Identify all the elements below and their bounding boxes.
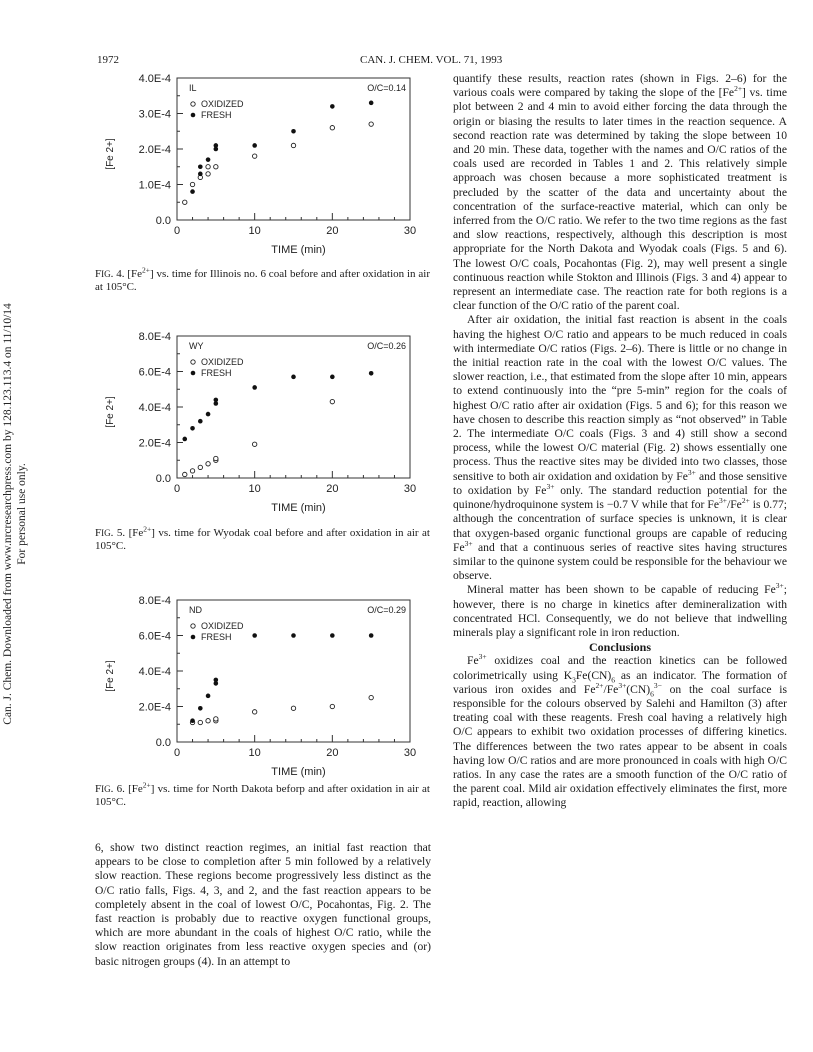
x-tick-label: 20: [326, 483, 339, 495]
oc-ratio-label: O/C=0.14: [367, 83, 406, 93]
legend-fresh-label: FRESH: [201, 632, 232, 642]
oc-ratio-label: O/C=0.29: [367, 605, 406, 615]
x-tick-label: 0: [173, 225, 181, 237]
x-tick-label: 10: [248, 483, 261, 495]
fresh-point: [206, 694, 211, 699]
left-body-text: [95, 841, 431, 969]
y-axis-label: [Fe 2+]: [105, 396, 116, 428]
y-tick-label: 1.0E-4: [138, 179, 171, 192]
x-axis-label: TIME (min): [271, 502, 326, 514]
x-axis-label: TIME (min): [271, 766, 326, 778]
x-tick-label: 20: [326, 747, 339, 759]
y-tick-label: 2.0E-4: [138, 144, 171, 156]
fresh-point: [291, 633, 296, 638]
oxidized-point: [369, 695, 373, 699]
legend-oxidized-marker: [191, 102, 195, 106]
x-tick-label: 30: [403, 225, 417, 237]
figure-4-plot: [95, 70, 425, 275]
paragraph-conclusions: $Fe^{3+}$ oxidizes coal and the reaction kinetics can be followed colorimetrically using $K_3Fe(CN)_6$ as an indicator. The formation of various iron oxides and $Fe^{2+}/Fe^{3+}(CN)_6^{3-}$ on the coal surface is responsible for the colours observed by Salehi and Hamilton (3) after treating coal with these reagents. Fresh coal having a relatively high O/C appears to exhibit two oxidation processes of differing kinetics. The differences between the two rates appear to be absent in coals having low O/C ratios and are more pronounced in coals with high O/C ratios. In any case the rates are a smooth function of the O/C ratio of the parent coal. Mild air oxidation effectively eliminates the first, more rapid, reaction, allowing: [453, 652, 787, 810]
oxidized-point: [183, 472, 187, 476]
oxidized-point: [206, 165, 210, 169]
y-tick-label: 8.0E-4: [138, 595, 171, 607]
y-tick-label: 4.0E-4: [138, 402, 171, 414]
fig6-caption-text: FIG. 6. $[Fe^{2+}]$ vs. time for North Dakota beforp and after oxidation in air at 105°C.: [95, 780, 430, 808]
paragraph-air-oxidation: After air oxidation, the initial fast reaction is absent in the coals having the highest O/C ratio and appears to be much reduced in coals with intermediate O/C ratios (Figs. 2–6). There is little or no change in the initial reaction rate in the coal with the lowest O/C values. The slower reaction, i.e., that estimated from the slope after 10 min, appears to extend continuously into the “pre 5-min” region for the coals of highest O/C ratio after air oxidation (Figs. 5 and 6); for this reason we have chosen to describe this reaction simply as “not observed” in Table 2. The intermediate O/C coals (Figs. 3 and 4) still show a second process, while the lowest O/C material (Fig. 2) shows essentially one process. Thus the reactive sites may be divided into two classes, those sensitive to both air oxidation and oxidation by $Fe^{3+}$ and those sensitive to oxidation by $Fe^{3+}$ only. The standard reduction potential for the quinone/hydroquinone system is −0.7 V while that for $Fe^{3+}/Fe^{2+}$ is 0.77; although the concentration of surface species is unknown, it is clear that oxygen-based organic functional groups are capable of reducing $Fe^{3+}$ and that a continuous series of reactive sites having structures similar to the quinone system could be responsible for the behaviour we observe.: [453, 313, 787, 583]
fresh-point: [369, 371, 374, 376]
sample-label: IL: [189, 83, 197, 93]
fresh-point: [182, 437, 187, 442]
fresh-point: [330, 104, 335, 109]
x-tick-label: 30: [403, 483, 417, 495]
y-tick-label: 4.0E-4: [138, 73, 171, 85]
oxidized-point: [252, 710, 256, 714]
oxidized-point: [252, 442, 256, 446]
left-paragraph: 6, show two distinct reaction regimes, an initial fast reaction that appears to be close to completion after 5 min followed by a relatively slow reaction. These regions become progressively less distinct as the O/C ratio falls, Figs. 4, 3, and 2, and the fast reaction appears to be completely absent in the coal of lowest O/C, Pocahontas, Fig. 2. The fast reaction is probably due to reactive oxygen functional groups, which are more abundant in the coals of highest O/C ratio, while the slow reaction originates from less reactive oxygen species and (or) basic nitrogen groups (4). In an attempt to: [95, 841, 431, 968]
running-head: CAN. J. CHEM. VOL. 71, 1993: [360, 54, 503, 66]
watermark-line-1: Can. J. Chem. Downloaded from www.nrcresearchpress.com by 128.123.113.4 on 11/10/14: [2, 303, 14, 725]
y-tick-label: 0.0: [155, 473, 171, 485]
fresh-point: [214, 678, 219, 683]
fig4-caption-text: FIG. 4. $[Fe^{2+}]$ vs. time for Illinois no. 6 coal before and after oxidation in air at 105°C.: [95, 265, 430, 293]
legend-oxidized-label: OXIDIZED: [201, 357, 244, 367]
fresh-point: [198, 164, 203, 169]
legend-fresh-marker: [191, 635, 196, 640]
figure-6-caption: [95, 780, 430, 809]
oc-ratio-label: O/C=0.26: [367, 341, 406, 351]
legend-fresh-marker: [191, 371, 196, 376]
oxidized-point: [330, 126, 334, 130]
fresh-point: [214, 143, 219, 148]
figure-6-plot: [95, 592, 425, 797]
legend-oxidized-marker: [191, 360, 195, 364]
y-tick-label: 6.0E-4: [138, 366, 171, 379]
oxidized-point: [291, 143, 295, 147]
figure-5-caption: [95, 524, 430, 553]
oxidized-point: [330, 704, 334, 708]
page-number: 1972: [97, 54, 119, 66]
legend-fresh-label: FRESH: [201, 110, 232, 120]
fig5-caption-text: FIG. 5. $[Fe^{2+}]$ vs. time for Wyodak coal before and after oxidation in air at 105°C.: [95, 524, 430, 552]
fresh-point: [330, 633, 335, 638]
x-axis-label: TIME (min): [271, 244, 326, 256]
figure-6-chart: [95, 592, 425, 797]
legend-oxidized-label: OXIDIZED: [201, 621, 244, 631]
fresh-point: [330, 375, 335, 380]
oxidized-point: [198, 720, 202, 724]
figure-4-caption: [95, 265, 430, 294]
y-axis-label: [Fe 2+]: [105, 660, 116, 692]
fresh-point: [190, 426, 195, 431]
fresh-point: [198, 706, 203, 711]
oxidized-point: [206, 172, 210, 176]
oxidized-point: [214, 165, 218, 169]
sample-label: WY: [189, 341, 204, 351]
fresh-point: [206, 412, 211, 417]
paragraph-rates: quantify these results, reaction rates (shown in Figs. 2–6) for the various coals were compared by taking the slope of the $[Fe^{2+}]$ vs. time plot between 2 and 4 min to avoid either forcing the data through the origin or biasing the results to later times in the reaction sequence. A second reaction rate was determined by taking the slope between 10 and 20 min. These data, together with the names and O/C ratios of the coals used are recorded in Tables 1 and 2. This relatively simple approach was chosen because a more sophisticated treatment is precluded by the scatter of the data and uncertainty about the concentration of the surface-reactive material, which can only be inferred from the O/C ratio. We refer to the two time regions as the fast and slow reactions, respectively, although this description is most appropriate for the North Dakota and Wyodak coals (Figs. 5 and 6). The lowest O/C coals, Pocahontas (Fig. 2), may well present a single continuous reaction while Stokton and Illinois (Figs. 3 and 4) appear to represent an intermediate case. The reaction rate for both regions is a clear function of the O/C ratio of the parent coal.: [453, 72, 787, 313]
fresh-point: [252, 633, 257, 638]
oxidized-point: [369, 122, 373, 126]
figure-4-chart: [95, 70, 425, 275]
y-tick-label: 0.0: [155, 737, 171, 749]
x-tick-label: 0: [173, 747, 181, 759]
oxidized-point: [198, 465, 202, 469]
x-tick-label: 10: [248, 747, 261, 759]
oxidized-point: [252, 154, 256, 158]
fresh-point: [190, 718, 195, 723]
conclusions-heading: Conclusions: [588, 640, 652, 655]
sample-label: ND: [189, 605, 202, 615]
figure-5-chart: [95, 328, 425, 533]
fresh-point: [291, 129, 296, 134]
y-tick-label: 8.0E-4: [138, 331, 171, 343]
fresh-point: [252, 143, 257, 148]
y-tick-label: 6.0E-4: [138, 630, 171, 643]
y-tick-label: 0.0: [155, 215, 171, 227]
fresh-point: [369, 633, 374, 638]
y-tick-label: 4.0E-4: [138, 666, 171, 678]
oxidized-point: [206, 462, 210, 466]
y-tick-label: 2.0E-4: [138, 701, 171, 714]
x-tick-label: 0: [173, 483, 181, 495]
fresh-point: [369, 101, 374, 106]
y-axis-label: [Fe 2+]: [105, 138, 116, 170]
oxidized-point: [291, 706, 295, 710]
legend-oxidized-marker: [191, 624, 195, 628]
fresh-point: [198, 419, 203, 424]
oxidized-point: [190, 469, 194, 473]
oxidized-point: [183, 200, 187, 204]
oxidized-point: [206, 719, 210, 723]
x-tick-label: 10: [248, 225, 261, 237]
fresh-point: [291, 375, 296, 380]
oxidized-point: [214, 717, 218, 721]
x-tick-label: 30: [403, 747, 417, 759]
figure-5-plot: [95, 328, 425, 533]
y-tick-label: 3.0E-4: [138, 108, 171, 121]
legend-fresh-marker: [191, 113, 196, 118]
legend-oxidized-label: OXIDIZED: [201, 99, 244, 109]
right-body-column: [453, 72, 787, 811]
fresh-point: [190, 189, 195, 194]
oxidized-point: [330, 399, 334, 403]
fresh-point: [252, 385, 257, 390]
watermark-line-2: For personal use only.: [16, 463, 28, 565]
x-tick-label: 20: [326, 225, 339, 237]
legend-fresh-label: FRESH: [201, 368, 232, 378]
oxidized-point: [214, 456, 218, 460]
paragraph-minerals: Mineral matter has been shown to be capable of reducing $Fe^{3+}$; however, there is no charge in kinetics after demineralization with concentrated HCl. Consequently, we do not believe that indwelling minerals play a significant role in iron reduction.: [453, 581, 787, 639]
fresh-point: [206, 157, 211, 162]
y-tick-label: 2.0E-4: [138, 437, 171, 450]
download-watermark: [1, 214, 29, 814]
oxidized-point: [190, 182, 194, 186]
fresh-point: [198, 172, 203, 177]
fresh-point: [214, 398, 219, 403]
